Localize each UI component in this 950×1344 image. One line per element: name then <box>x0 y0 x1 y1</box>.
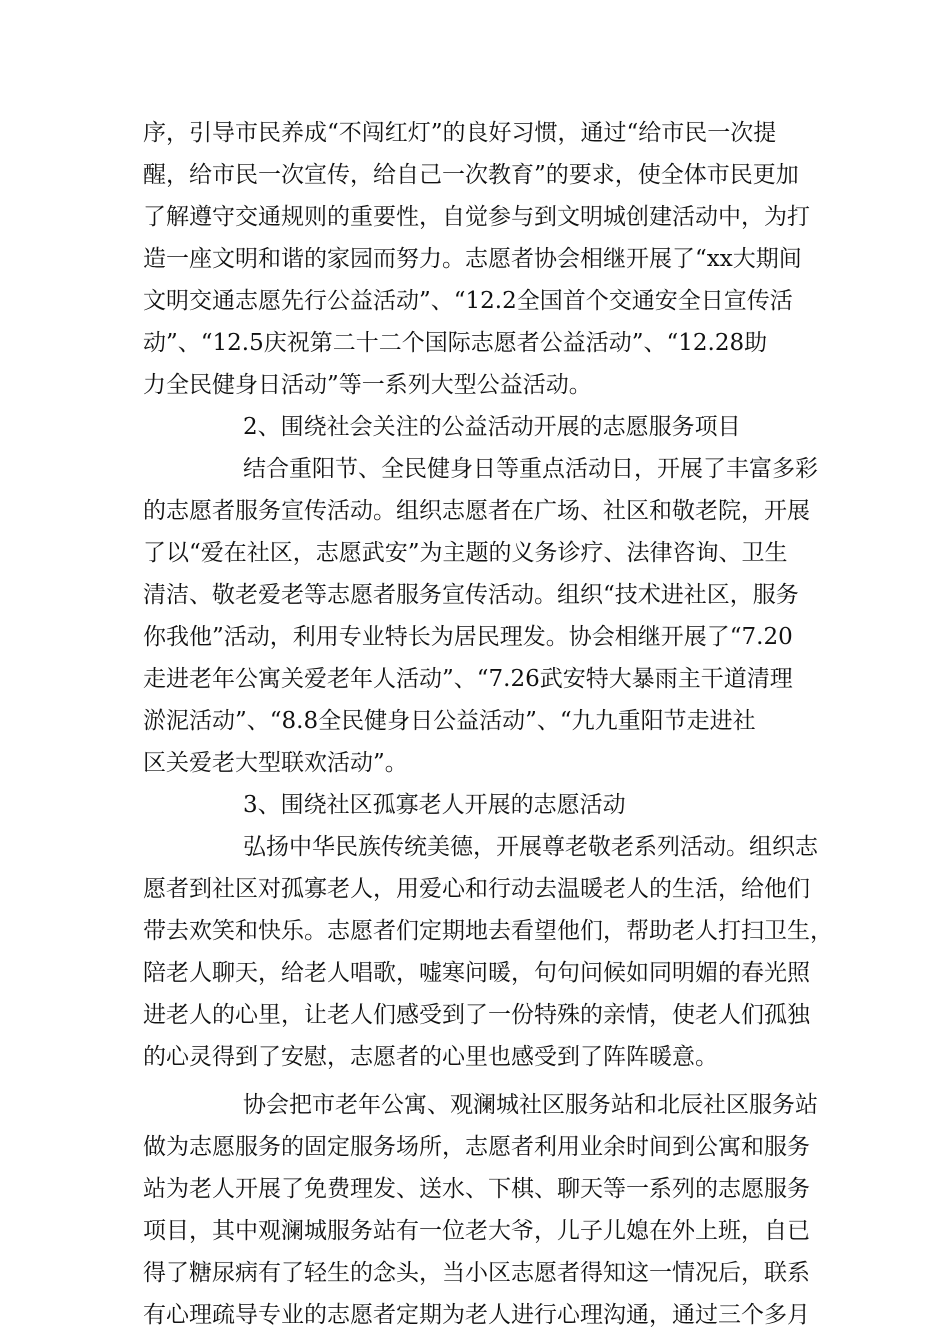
body-text-line: 了解遵守交通规则的重要性，自觉参与到文明城创建活动中，为打 <box>143 204 810 230</box>
body-text-line: 醒，给市民一次宣传，给自己一次教育”的要求，使全体市民更加 <box>143 162 799 188</box>
body-text-line: 区关爱老大型联欢活动”。 <box>143 750 408 776</box>
body-text-line: 做为志愿服务的固定服务场所，志愿者利用业余时间到公寓和服务 <box>143 1134 810 1160</box>
body-text-line: 进老人的心里，让老人们感受到了一份特殊的亲情，使老人们孤独 <box>143 1002 810 1028</box>
section-heading-3: 3、围绕社区孤寡老人开展的志愿活动 <box>243 792 626 818</box>
body-text-line: 的心灵得到了安慰，志愿者的心里也感受到了阵阵暖意。 <box>143 1044 718 1070</box>
body-text-line: 走进老年公寓关爱老年人活动”、“7.26武安特大暴雨主干道清理 <box>143 666 793 692</box>
body-text-line: 了以“爱在社区，志愿武安”为主题的义务诊疗、法律咨询、卫生 <box>143 540 788 566</box>
body-text-line: 带去欢笑和快乐。志愿者们定期地去看望他们，帮助老人打扫卫生， <box>143 918 833 944</box>
body-text-line: 你我他”活动，利用专业特长为居民理发。协会相继开展了“7.20 <box>143 624 793 650</box>
body-text-line: 清洁、敬老爱老等志愿者服务宣传活动。组织“技术进社区，服务 <box>143 582 799 608</box>
body-text-line: 项目，其中观澜城服务站有一位老大爷，儿子儿媳在外上班，自已 <box>143 1218 810 1244</box>
body-text-line: 淤泥活动”、“8.8全民健身日公益活动”、“九九重阳节走进社 <box>143 708 756 734</box>
body-text-line: 文明交通志愿先行公益活动”、“12.2全国首个交通安全日宣传活 <box>143 288 793 314</box>
body-text-line: 造一座文明和谐的家园而努力。志愿者协会相继开展了“xx大期间 <box>143 246 802 272</box>
body-text-line: 力全民健身日活动”等一系列大型公益活动。 <box>143 372 592 398</box>
body-text-line: 序，引导市民养成“不闯红灯”的良好习惯，通过“给市民一次提 <box>143 120 777 146</box>
body-text-line: 站为老人开展了免费理发、送水、下棋、聊天等一系列的志愿服务 <box>143 1176 810 1202</box>
section-heading-2: 2、围绕社会关注的公益活动开展的志愿服务项目 <box>243 414 741 440</box>
body-text-line: 陪老人聊天，给老人唱歌，嘘寒问暖，句句问候如同明媚的春光照 <box>143 960 810 986</box>
body-text-line: 的志愿者服务宣传活动。组织志愿者在广场、社区和敬老院，开展 <box>143 498 810 524</box>
paragraph-first-line: 弘扬中华民族传统美德，开展尊老敬老系列活动。组织志 <box>243 834 818 860</box>
body-text-line: 愿者到社区对孤寡老人，用爱心和行动去温暖老人的生活，给他们 <box>143 876 810 902</box>
paragraph-first-line: 协会把市老年公寓、观澜城社区服务站和北辰社区服务站 <box>243 1092 818 1118</box>
paragraph-first-line: 结合重阳节、全民健身日等重点活动日，开展了丰富多彩 <box>243 456 818 482</box>
body-text-line: 动”、“12.5庆祝第二十二个国际志愿者公益活动”、“12.28助 <box>143 330 768 356</box>
body-text-line: 得了糖尿病有了轻生的念头，当小区志愿者得知这一情况后，联系 <box>143 1260 810 1286</box>
body-text-line: 有心理疏导专业的志愿者定期为老人进行心理沟通，通过三个多月 <box>143 1302 810 1328</box>
